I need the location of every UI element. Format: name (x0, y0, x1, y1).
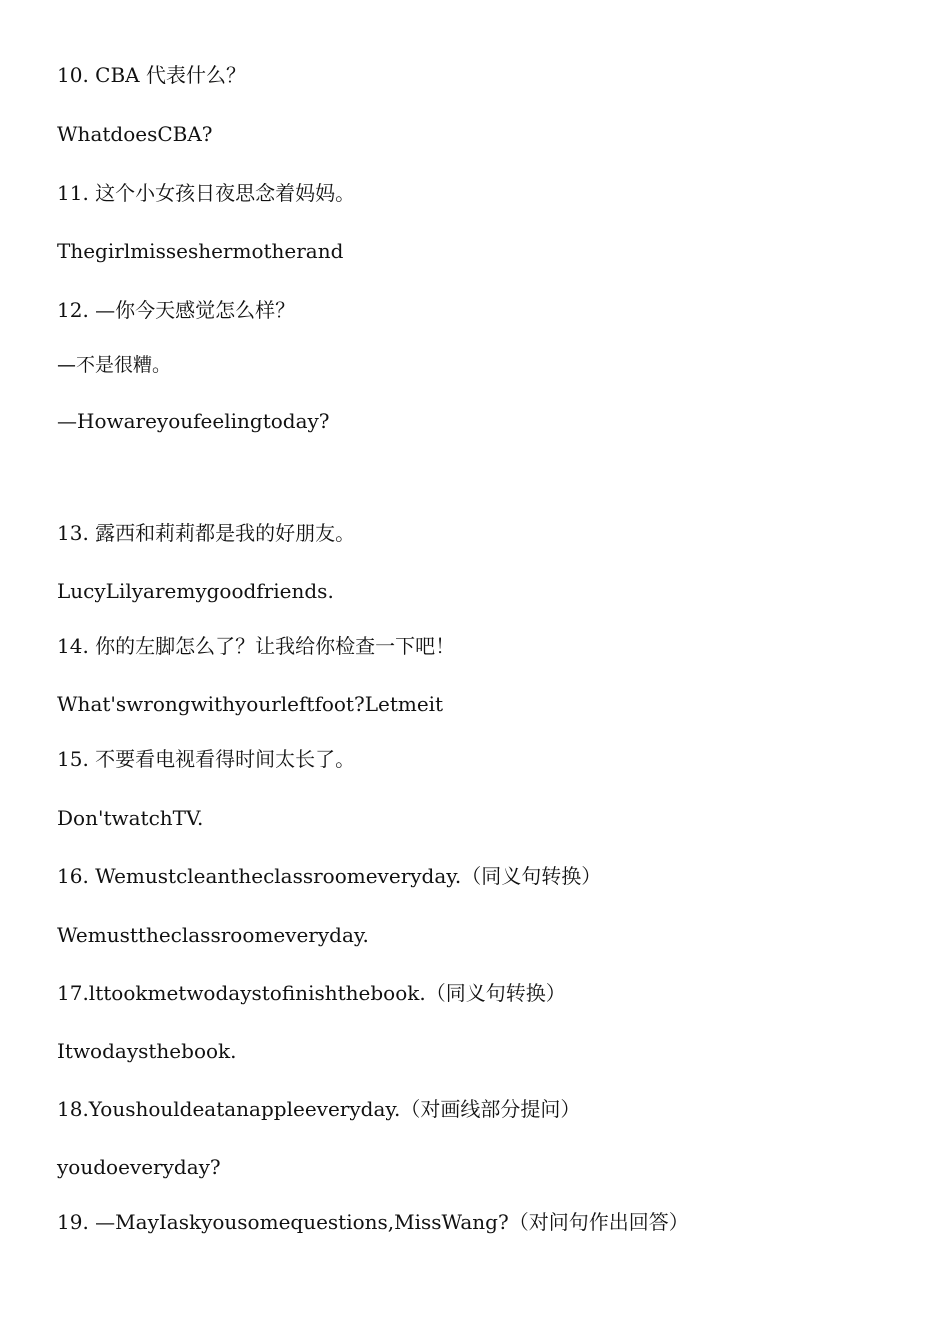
question-17-prompt: 17.lttookmetwodaystofinishthebook.（同义句转换） (57, 981, 566, 1005)
question-16-prompt: 16. Wemustcleantheclassroomeveryday.（同义句转换） (57, 864, 602, 888)
question-15-prompt: 15. 不要看电视看得时间太长了。 (57, 747, 356, 771)
question-12-response: —不是很糟。 (57, 354, 172, 376)
question-10-prompt: 10. CBA 代表什么？ (57, 63, 246, 87)
question-13-answer: LucyLilyaremygoodfriends. (57, 579, 334, 603)
question-12-answer: —Howareyoufeelingtoday? (57, 409, 330, 433)
question-10-answer: WhatdoesCBA? (57, 122, 213, 146)
question-19-prompt: 19. —MayIaskyousomequestions,MissWang?（对问句作出回答） (57, 1210, 689, 1234)
question-12-prompt: 12. —你今天感觉怎么样？ (57, 298, 296, 322)
question-18-answer: youdoeveryday? (57, 1155, 221, 1179)
question-11-answer: Thegirlmisseshermotherand (57, 239, 344, 263)
question-11-prompt: 11. 这个小女孩日夜思念着妈妈。 (57, 181, 356, 205)
question-15-answer: Don'twatchTV. (57, 806, 204, 830)
question-14-prompt: 14. 你的左脚怎么了？让我给你检查一下吧！ (57, 634, 456, 658)
question-14-answer: What'swrongwithyourleftfoot?Letmeit (57, 692, 444, 716)
question-16-answer: Wemusttheclassroomeveryday. (57, 923, 369, 947)
question-13-prompt: 13. 露西和莉莉都是我的好朋友。 (57, 521, 356, 545)
question-18-prompt: 18.Youshouldeatanappleeveryday.（对画线部分提问） (57, 1097, 581, 1121)
question-17-answer: Itwodaysthebook. (57, 1039, 237, 1063)
